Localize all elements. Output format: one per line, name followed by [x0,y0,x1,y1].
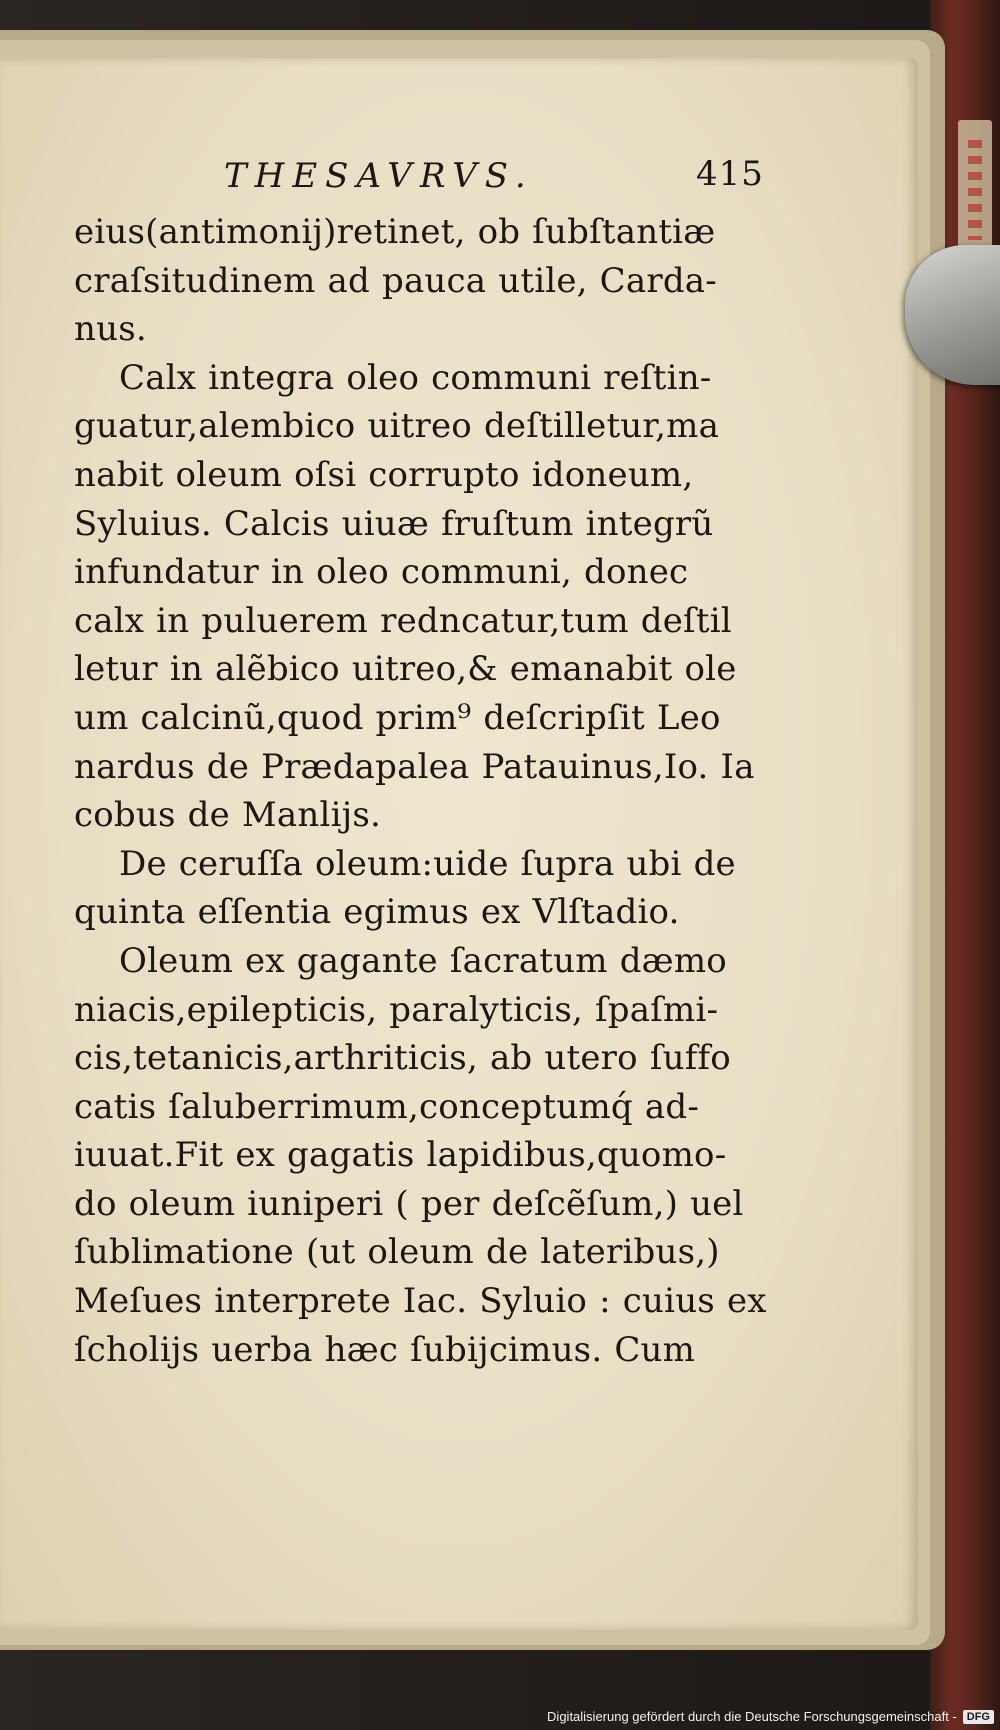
text-line: cis,tetanicis,arthriticis, ab utero ſuffo [74,1038,731,1079]
text-line: catis ſaluberrimum,conceptumq́ ad- [74,1086,700,1127]
text-line: De ceruſſa oleum:uide ſupra ubi de [119,843,736,884]
text-line: ſcholijs uerba hæc ſubijcimus. Cum [74,1329,696,1370]
text-line: nabit oleum oſsi corrupto idoneum, [74,454,694,495]
text-line: letur in alẽbico uitreo,& emanabit ole [74,649,737,690]
page-number: 415 [696,154,764,194]
text-line: guatur,alembico uitreo deſtilletur,ma [74,406,720,447]
digitization-credit [547,1709,994,1724]
running-head [74,150,774,208]
text-line: do oleum iuniperi ( per deſcẽſum,) uel [74,1183,744,1224]
text-line: nus. [74,309,147,350]
page-text-block [74,150,774,1374]
text-line: um calcinũ,quod prim⁹ deſcripſit Leo [74,697,721,738]
text-line: calx in puluerem redncatur,tum deſtil [74,600,732,641]
running-head-title: THESAVRVS. [224,156,534,196]
text-line: Oleum ex gagante ſacratum dæmo [119,940,727,981]
text-line: Syluius. Calcis uiuæ fruſtum integrũ [74,503,714,544]
text-line: Calx integra oleo communi reſtin- [119,357,712,398]
text-line: eius(antimonij)retinet, ob ſubſtantiæ [74,212,716,252]
text-line: niacis,epilepticis, paralyticis, ſpaſmi- [74,989,719,1030]
text-line: craſsitudinem ad pauca utile, Carda- [74,260,717,301]
text-line: Meſues interprete Iac. Syluio : cuius ex [74,1281,767,1322]
text-line: quinta eſſentia egimus ex Vlſtadio. [74,892,680,933]
text-line: cobus de Manlijs. [74,795,382,836]
dfg-logo: DFG [963,1710,994,1724]
spine-label-marking [968,140,982,240]
text-line: nardus de Prædapalea Patauinus,Io. Ia [74,746,755,787]
text-line: infundatur in oleo communi, donec [74,552,689,593]
text-line: ſublimatione (ut oleum de lateribus,) [74,1232,720,1273]
text-line: iuuat.Fit ex gagatis lapidibus,quomo- [74,1135,727,1176]
credit-text: Digitalisierung gefördert durch die Deutsche Forschungsgemeinschaft - [547,1709,957,1724]
body-text [74,208,774,1374]
